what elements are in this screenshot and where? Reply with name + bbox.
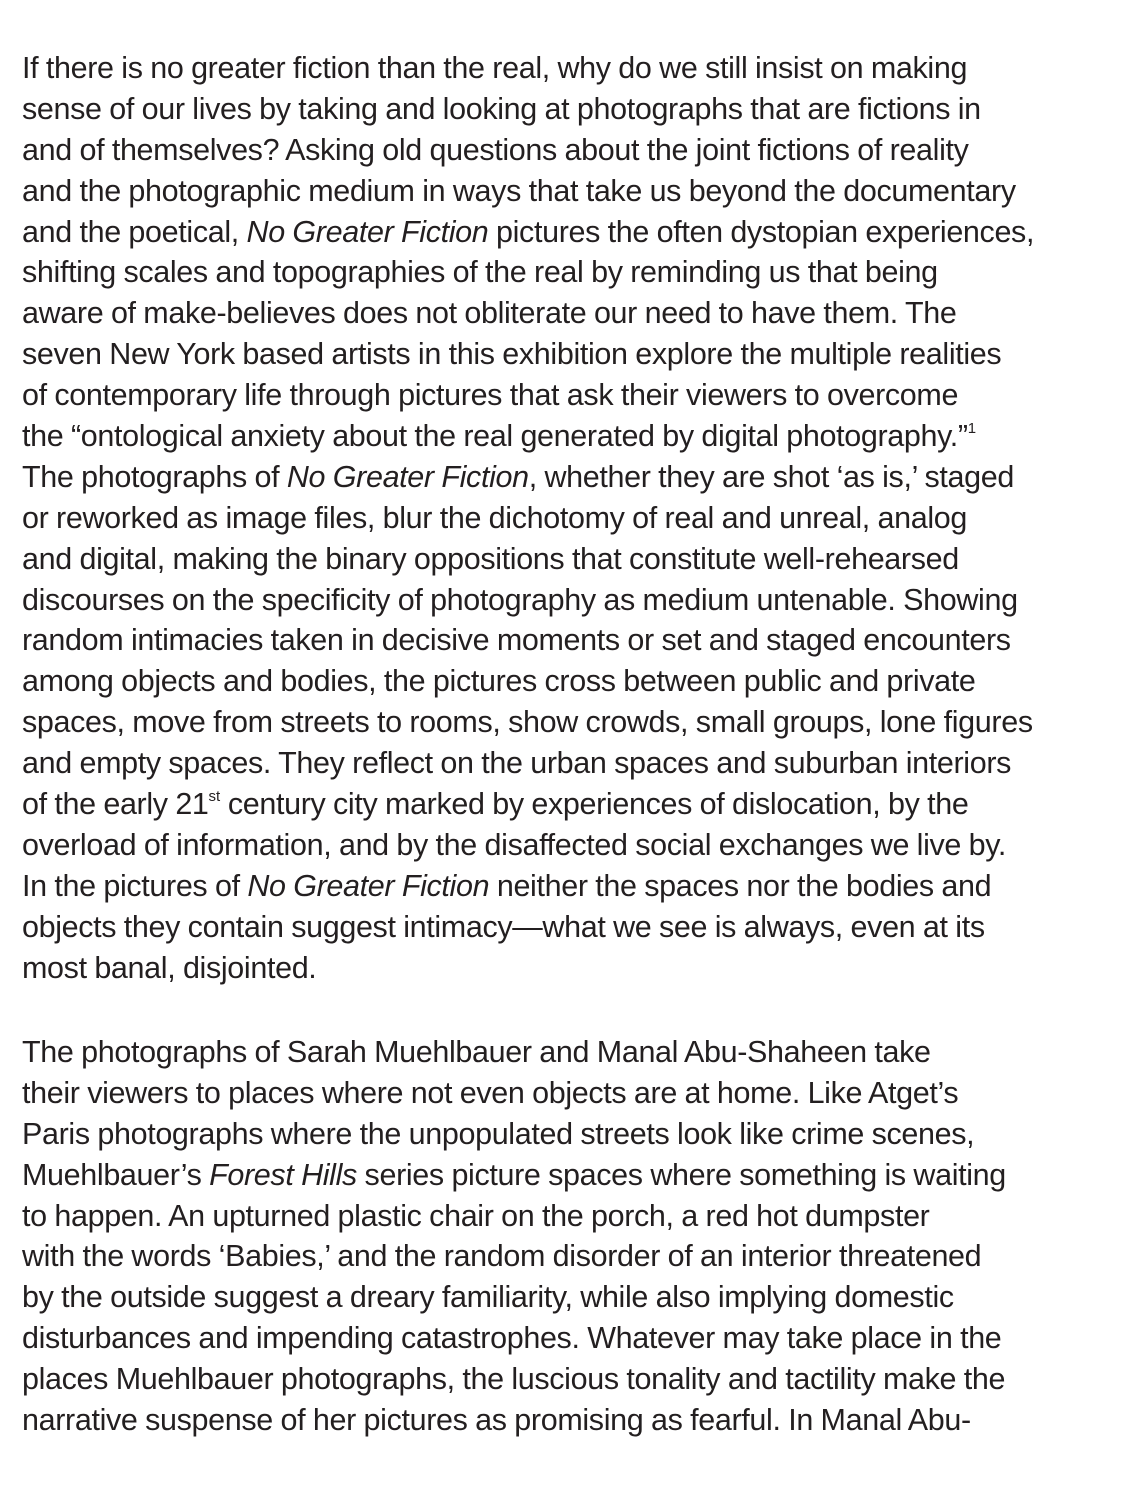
- text-run: series picture spaces where something is waiting: [356, 1157, 1006, 1192]
- text-run: and digital, making the binary oppositions that constitute well-rehearsed: [22, 541, 959, 576]
- text-line: [22, 620, 1125, 661]
- text-run: narrative suspense of her pictures as promising as fearful. In Manal Abu-: [22, 1403, 971, 1438]
- text-run: , whether they are shot ‘as is,’ staged: [528, 459, 1014, 494]
- text-line: [22, 1114, 1125, 1155]
- text-run: neither the spaces nor the bodies and: [489, 868, 992, 903]
- text-run: places Muehlbauer photographs, the luscious tonality and tactility make the: [22, 1362, 1006, 1397]
- text-line: [22, 580, 1125, 621]
- text-line: [22, 1400, 1125, 1441]
- text-line: [22, 1155, 1125, 1196]
- text-line: [22, 171, 1125, 212]
- text-run: of contemporary life through pictures that ask their viewers to overcome: [22, 378, 959, 413]
- text-line: [22, 948, 1125, 989]
- text-line: [22, 252, 1125, 293]
- text-run: If there is no greater fiction than the real, why do we still insist on making: [22, 51, 968, 85]
- paragraph-muehlbauer-abu-shaheen: [22, 1032, 1125, 1441]
- text-line: [22, 212, 1125, 253]
- text-run: In the pictures of: [22, 868, 248, 903]
- text-run: among objects and bodies, the pictures cross between public and private: [22, 664, 976, 699]
- text-run: with the words ‘Babies,’ and the random disorder of an interior threatened: [22, 1239, 982, 1274]
- italic-title: No Greater Fiction: [286, 459, 529, 494]
- text-run: pictures the often dystopian experiences,: [488, 214, 1035, 249]
- text-line: [22, 416, 1125, 457]
- text-run: Muehlbauer’s: [22, 1157, 210, 1192]
- text-run: The photographs of Sarah Muehlbauer and Manal Abu-Shaheen take: [22, 1035, 931, 1069]
- text-run: and the photographic medium in ways that take us beyond the documentary: [22, 173, 1016, 208]
- text-run: overload of information, and by the disaffected social exchanges we live by.: [22, 827, 1007, 862]
- text-line: [22, 89, 1125, 130]
- text-run: disturbances and impending catastrophes. Whatever may take place in the: [22, 1321, 1002, 1356]
- text-run: Paris photographs where the unpopulated streets look like crime scenes,: [22, 1116, 975, 1151]
- text-line: [22, 661, 1125, 702]
- text-line: [22, 334, 1125, 375]
- text-line: [22, 1359, 1125, 1400]
- text-line: [22, 825, 1125, 866]
- text-run: spaces, move from streets to rooms, show crowds, small groups, lone figures: [22, 705, 1033, 740]
- text-run: seven New York based artists in this exhibition explore the multiple realities: [22, 337, 1002, 372]
- text-run: The photographs of: [22, 459, 287, 494]
- italic-title: No Greater Fiction: [246, 214, 489, 249]
- text-line: [22, 1318, 1125, 1359]
- text-run: aware of make-believes does not obliterate our need to have them. The: [22, 296, 957, 331]
- text-line: [22, 866, 1125, 907]
- text-run: shifting scales and topographies of the real by reminding us that being: [22, 255, 938, 290]
- text-run: and empty spaces. They reflect on the urban spaces and suburban interiors: [22, 746, 1012, 781]
- text-run: discourses on the specificity of photography as medium untenable. Showing: [22, 582, 1018, 617]
- italic-title: Forest Hills: [209, 1157, 357, 1192]
- text-line: [22, 539, 1125, 580]
- text-line: [22, 743, 1125, 784]
- text-run: or reworked as image files, blur the dichotomy of real and unreal, analog: [22, 500, 967, 535]
- text-line: [22, 48, 1125, 89]
- text-run: by the outside suggest a dreary familiarity, while also implying domestic: [22, 1280, 954, 1315]
- ordinal-suffix: st: [208, 788, 221, 806]
- text-run: to happen. An upturned plastic chair on the porch, a red hot dumpster: [22, 1198, 930, 1233]
- text-run: sense of our lives by taking and looking at photographs that are fictions in: [22, 91, 981, 126]
- text-run: their viewers to places where not even objects are at home. Like Atget’s: [22, 1075, 959, 1110]
- text-line: [22, 375, 1125, 416]
- text-line: [22, 1032, 1125, 1073]
- text-run: most banal, disjointed.: [22, 950, 317, 985]
- text-run: of the early 21: [22, 787, 209, 822]
- text-line: [22, 1277, 1125, 1318]
- text-line: [22, 1073, 1125, 1114]
- text-line: [22, 130, 1125, 171]
- text-run: and of themselves? Asking old questions about the joint fictions of reality: [22, 132, 969, 167]
- text-line: [22, 907, 1125, 948]
- text-line: [22, 784, 1125, 825]
- text-line: [22, 702, 1125, 743]
- text-line: [22, 498, 1125, 539]
- text-run: the “ontological anxiety about the real generated by digital photography.”: [22, 419, 968, 454]
- text-run: random intimacies taken in decisive moments or set and staged encounters: [22, 623, 1011, 658]
- text-line: [22, 293, 1125, 334]
- text-run: and the poetical,: [22, 214, 247, 249]
- text-run: century city marked by experiences of dislocation, by the: [220, 787, 969, 822]
- footnote-marker: 1: [967, 420, 977, 438]
- paragraph-intro: [22, 48, 1125, 988]
- text-run: objects they contain suggest intimacy—what we see is always, even at its: [22, 909, 985, 944]
- italic-title: No Greater Fiction: [247, 868, 490, 903]
- text-line: [22, 1196, 1125, 1237]
- text-line: [22, 1236, 1125, 1277]
- text-line: [22, 457, 1125, 498]
